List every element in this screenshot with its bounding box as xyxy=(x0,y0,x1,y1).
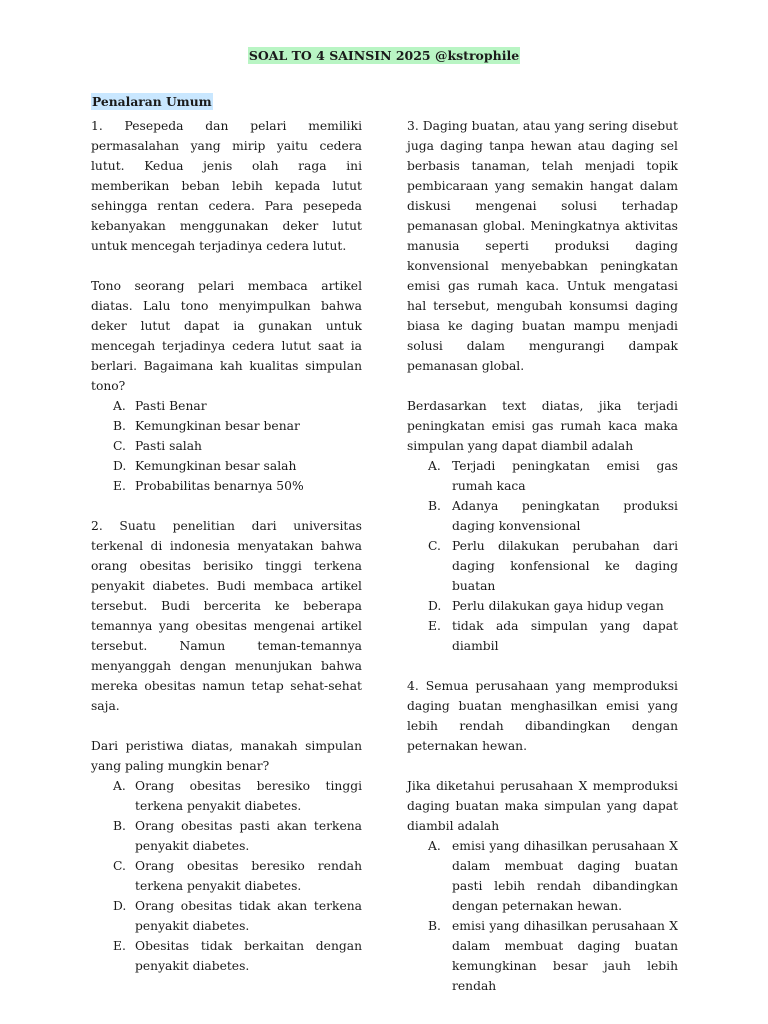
question-1-options xyxy=(91,396,362,496)
option-item[interactable]: A. Terjadi peningkatan emisi gas rumah kaca xyxy=(428,459,678,493)
option-item[interactable]: A. Orang obesitas beresiko tinggi terkena penyakit diabetes. xyxy=(113,779,362,813)
option-item[interactable]: B. emisi yang dihasilkan perusahaan X dalam membuat daging buatan kemungkinan besar jauh lebih rendah xyxy=(428,919,678,993)
question-1-prompt: Tono seorang pelari membaca artikel diatas. Lalu tono menyimpulkan bahwa deker lutut dapat ia gunakan untuk mencegah terjadinya cedera lutut saat ia berlari. Bagaimana kah kualitas simpulan tono? xyxy=(91,279,362,393)
question-3 xyxy=(407,116,678,656)
option-item[interactable]: C. Perlu dilakukan perubahan dari daging konfensional ke daging buatan xyxy=(428,539,678,593)
option-item[interactable]: C. Pasti salah xyxy=(113,439,202,453)
question-2-options xyxy=(91,776,362,976)
option-item[interactable]: B. Orang obesitas pasti akan terkena penyakit diabetes. xyxy=(113,819,362,853)
question-3-passage: 3. Daging buatan, atau yang sering disebut juga daging tanpa hewan atau daging sel berbasis tanaman, telah menjadi topik pembicaraan yang semakin hangat dalam diskusi mengenai solusi terhadap pemanasan global. Meningkatnya aktivitas manusia seperti produksi daging konvensional menyebabkan peningkatan emisi gas rumah kaca. Untuk mengatasi hal tersebut, mengubah konsumsi daging biasa ke daging buatan mampu menjadi solusi dalam mengurangi dampak pemanasan global. xyxy=(407,119,678,373)
section-heading: Penalaran Umum xyxy=(92,94,212,109)
option-item[interactable]: A. emisi yang dihasilkan perusahaan X dalam membuat daging buatan pasti lebih rendah dibandingkan dengan peternakan hewan. xyxy=(428,839,678,913)
question-3-options xyxy=(407,456,678,656)
question-3-prompt: Berdasarkan text diatas, jika terjadi peningkatan emisi gas rumah kaca maka simpulan yang dapat diambil adalah xyxy=(407,399,678,453)
question-1-passage: 1. Pesepeda dan pelari memiliki permasalahan yang mirip yaitu cedera lutut. Kedua jenis olah raga ini memberikan beban lebih kepada lutut sehingga rentan cedera. Para pesepeda kebanyakan menggunakan deker lutut untuk mencegah terjadinya cedera lutut. xyxy=(91,119,362,253)
option-item[interactable]: D. Perlu dilakukan gaya hidup vegan xyxy=(428,599,664,613)
option-item[interactable]: D. Kemungkinan besar salah xyxy=(113,459,297,473)
left-column xyxy=(91,116,362,976)
option-item[interactable]: B. Kemungkinan besar benar xyxy=(113,419,300,433)
question-1 xyxy=(91,116,362,496)
question-2-prompt: Dari peristiwa diatas, manakah simpulan yang paling mungkin benar? xyxy=(91,739,362,773)
option-item[interactable]: E. tidak ada simpulan yang dapat diambil xyxy=(428,619,678,653)
document-title: SOAL TO 4 SAINSIN 2025 @kstrophile xyxy=(248,48,520,63)
option-item[interactable]: B. Adanya peningkatan produksi daging konvensional xyxy=(428,499,678,533)
question-4 xyxy=(407,676,678,996)
right-column xyxy=(407,116,678,996)
option-item[interactable]: D. Orang obesitas tidak akan terkena penyakit diabetes. xyxy=(113,899,362,933)
question-2 xyxy=(91,516,362,976)
option-item[interactable]: C. Orang obesitas beresiko rendah terkena penyakit diabetes. xyxy=(113,859,362,893)
option-item[interactable]: E. Obesitas tidak berkaitan dengan penyakit diabetes. xyxy=(113,939,362,973)
option-item[interactable]: E. Probabilitas benarnya 50% xyxy=(113,479,304,493)
question-4-options xyxy=(407,836,678,996)
option-item[interactable]: A. Pasti Benar xyxy=(113,399,207,413)
question-4-prompt: Jika diketahui perusahaan X memproduksi daging buatan maka simpulan yang dapat diambil adalah xyxy=(407,779,678,833)
question-2-passage: 2. Suatu penelitian dari universitas terkenal di indonesia menyatakan bahwa orang obesitas berisiko tinggi terkena penyakit diabetes. Budi membaca artikel tersebut. Budi bercerita ke beberapa temannya yang obesitas mengenai artikel tersebut. Namun teman-temannya menyanggah dengan menunjukan bahwa mereka obesitas namun tetap sehat-sehat saja. xyxy=(91,519,362,713)
question-4-passage: 4. Semua perusahaan yang memproduksi daging buatan menghasilkan emisi yang lebih rendah dibandingkan dengan peternakan hewan. xyxy=(407,679,678,753)
